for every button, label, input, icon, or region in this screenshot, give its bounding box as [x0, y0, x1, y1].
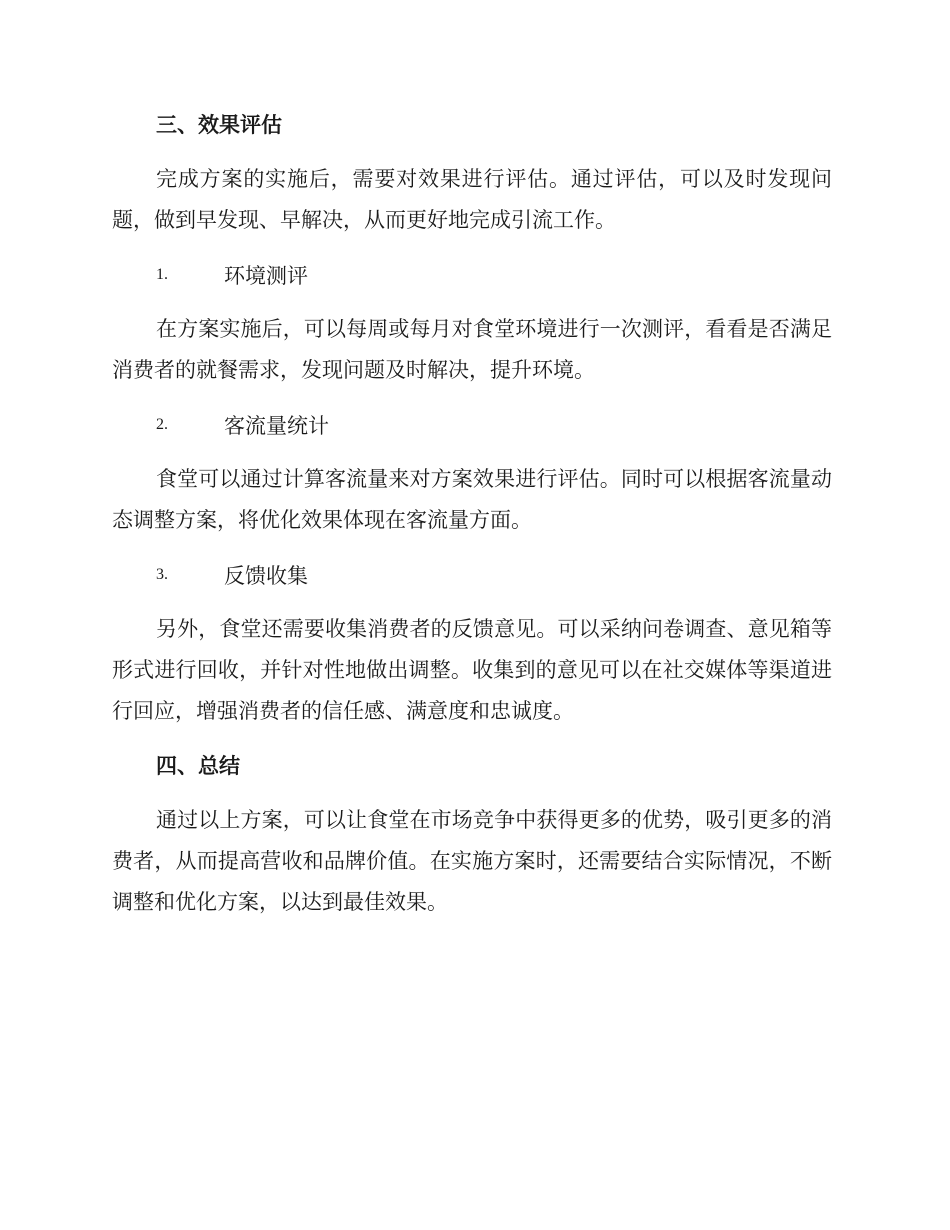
section-intro-paragraph: 完成方案的实施后，需要对效果进行评估。通过评估，可以及时发现问题，做到早发现、早解决，从而更好地完成引流工作。 [112, 167, 832, 232]
list-number: 3. [156, 566, 168, 583]
list-item-feedback [112, 554, 832, 596]
list-title: 环境测评 [224, 264, 308, 288]
feedback-paragraph: 另外，食堂还需要收集消费者的反馈意见。可以采纳问卷调查、意见箱等形式进行回收，并针对性地做出调整。收集到的意见可以在社交媒体等渠道进行回应，增强消费者的信任感、满意度和忠诚度。 [112, 617, 832, 723]
list-item-environment [112, 254, 832, 296]
list-title: 客流量统计 [224, 414, 329, 438]
summary-paragraph: 通过以上方案，可以让食堂在市场竞争中获得更多的优势，吸引更多的消费者，从而提高营收和品牌价值。在实施方案时，还需要结合实际情况，不断调整和优化方案，以达到最佳效果。 [112, 808, 832, 914]
list-item-traffic [112, 404, 832, 446]
environment-paragraph: 在方案实施后，可以每周或每月对食堂环境进行一次测评，看看是否满足消费者的就餐需求，发现问题及时解决，提升环境。 [112, 317, 832, 382]
section-heading-summary: 四、总结 [156, 753, 240, 778]
list-number: 1. [156, 266, 168, 283]
traffic-paragraph: 食堂可以通过计算客流量来对方案效果进行评估。同时可以根据客流量动态调整方案，将优化效果体现在客流量方面。 [112, 467, 832, 532]
section-heading-evaluation: 三、效果评估 [156, 112, 282, 137]
list-title: 反馈收集 [224, 564, 308, 588]
list-number: 2. [156, 416, 168, 433]
document-page [112, 104, 832, 936]
